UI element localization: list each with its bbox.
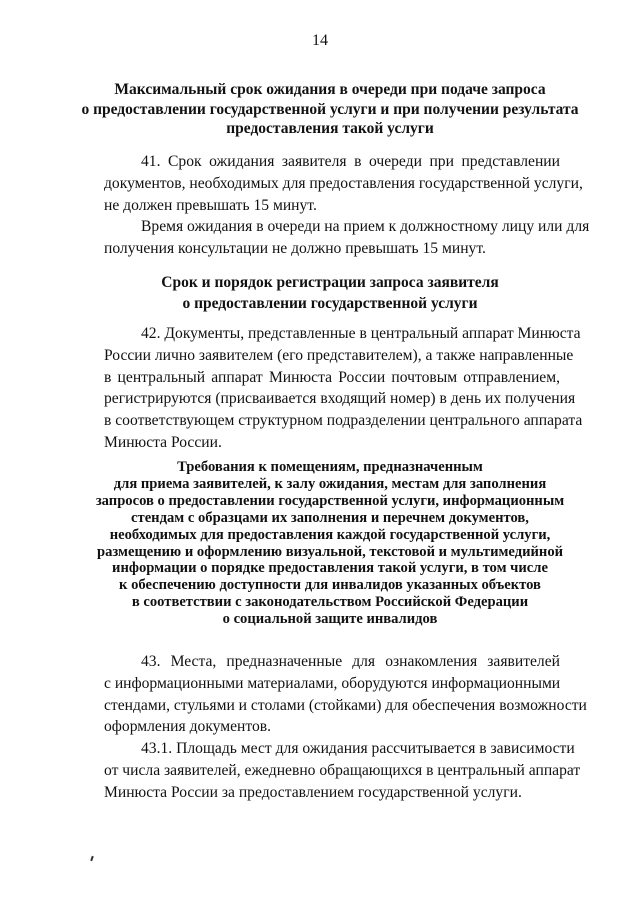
heading-line: к обеспечению доступности для инвалидов указанных объектов	[119, 577, 541, 594]
paragraph-42	[104, 323, 583, 454]
text-line: оформления документов.	[104, 718, 272, 736]
text-line: документов, необходимых для предоставления государственной услуги,	[104, 174, 583, 192]
text-line: 43.1. Площадь мест для ожидания рассчитывается в зависимости	[141, 740, 575, 758]
heading-registration	[50, 272, 610, 314]
text-line: в центральный аппарат Минюста России почтовым отправлением,	[104, 368, 560, 386]
heading-line: необходимых для предоставления каждой государственной услуги,	[109, 526, 551, 543]
heading-premises-requirements	[50, 459, 610, 628]
heading-line: о предоставлении государственной услуги	[182, 295, 478, 312]
text-line: 41. Срок ожидания заявителя в очереди при представлении	[141, 153, 560, 170]
text-line: Время ожидания в очереди на прием к должностному лицу или для	[141, 218, 590, 236]
heading-line: для приема заявителей, к залу ожидания, местам для заполнения	[113, 475, 547, 492]
heading-line: Срок и порядок регистрации запроса заявителя	[161, 274, 499, 291]
heading-line: Максимальный срок ожидания в очереди при подаче запроса	[114, 81, 546, 98]
text-line: 42. Документы, представленные в центральный аппарат Минюста	[141, 325, 581, 342]
text-line: стендами, стульями и столами (стойками) для обеспечения возможности	[104, 696, 587, 714]
text-line: не должен превышать 15 минут.	[104, 196, 317, 214]
heading-line: информации о порядке предоставления такой услуги, в том числе	[112, 560, 548, 577]
text-line: в соответствующем структурном подразделении центрального аппарата	[104, 412, 583, 430]
text-line: от числа заявителей, ежедневно обращающихся в центральный аппарат	[104, 761, 581, 779]
heading-line: в соответствии с законодательством Российской Федерации	[131, 594, 529, 611]
heading-line: о социальной защите инвалидов	[222, 611, 438, 628]
heading-line: запросов о предоставлении государственной услуги, информационным	[95, 492, 565, 509]
text-line: России лично заявителем (его представителем), а также направленные	[104, 346, 574, 364]
heading-line: предоставления такой услуги	[226, 120, 434, 137]
text-line: 43. Места, предназначенные для ознакомления заявителей	[141, 653, 560, 670]
paragraph-41	[104, 151, 590, 260]
heading-max-wait	[50, 80, 610, 139]
heading-line: размещению и оформлению визуальной, текстовой и мультимедийной	[96, 543, 564, 560]
heading-line: стендам с образцами их заполнения и перечнем документов,	[131, 509, 529, 526]
text-line: регистрируются (присваивается входящий номер) в день их получения	[104, 390, 576, 408]
heading-line: о предоставлении государственной услуги и при получении результата	[81, 100, 579, 118]
text-line: с информационными материалами, оборудуются информационными	[104, 674, 561, 692]
heading-line: Требования к помещениям, предназначенным	[177, 459, 483, 475]
text-line: Минюста России за предоставлением государственной услуги.	[104, 783, 522, 801]
page-number: 14	[312, 32, 328, 49]
text-line: Минюста России.	[104, 433, 222, 451]
text-line: получения консультации не должно превышать 15 минут.	[104, 240, 486, 258]
paragraph-43	[104, 651, 587, 804]
scan-speck	[90, 856, 94, 861]
